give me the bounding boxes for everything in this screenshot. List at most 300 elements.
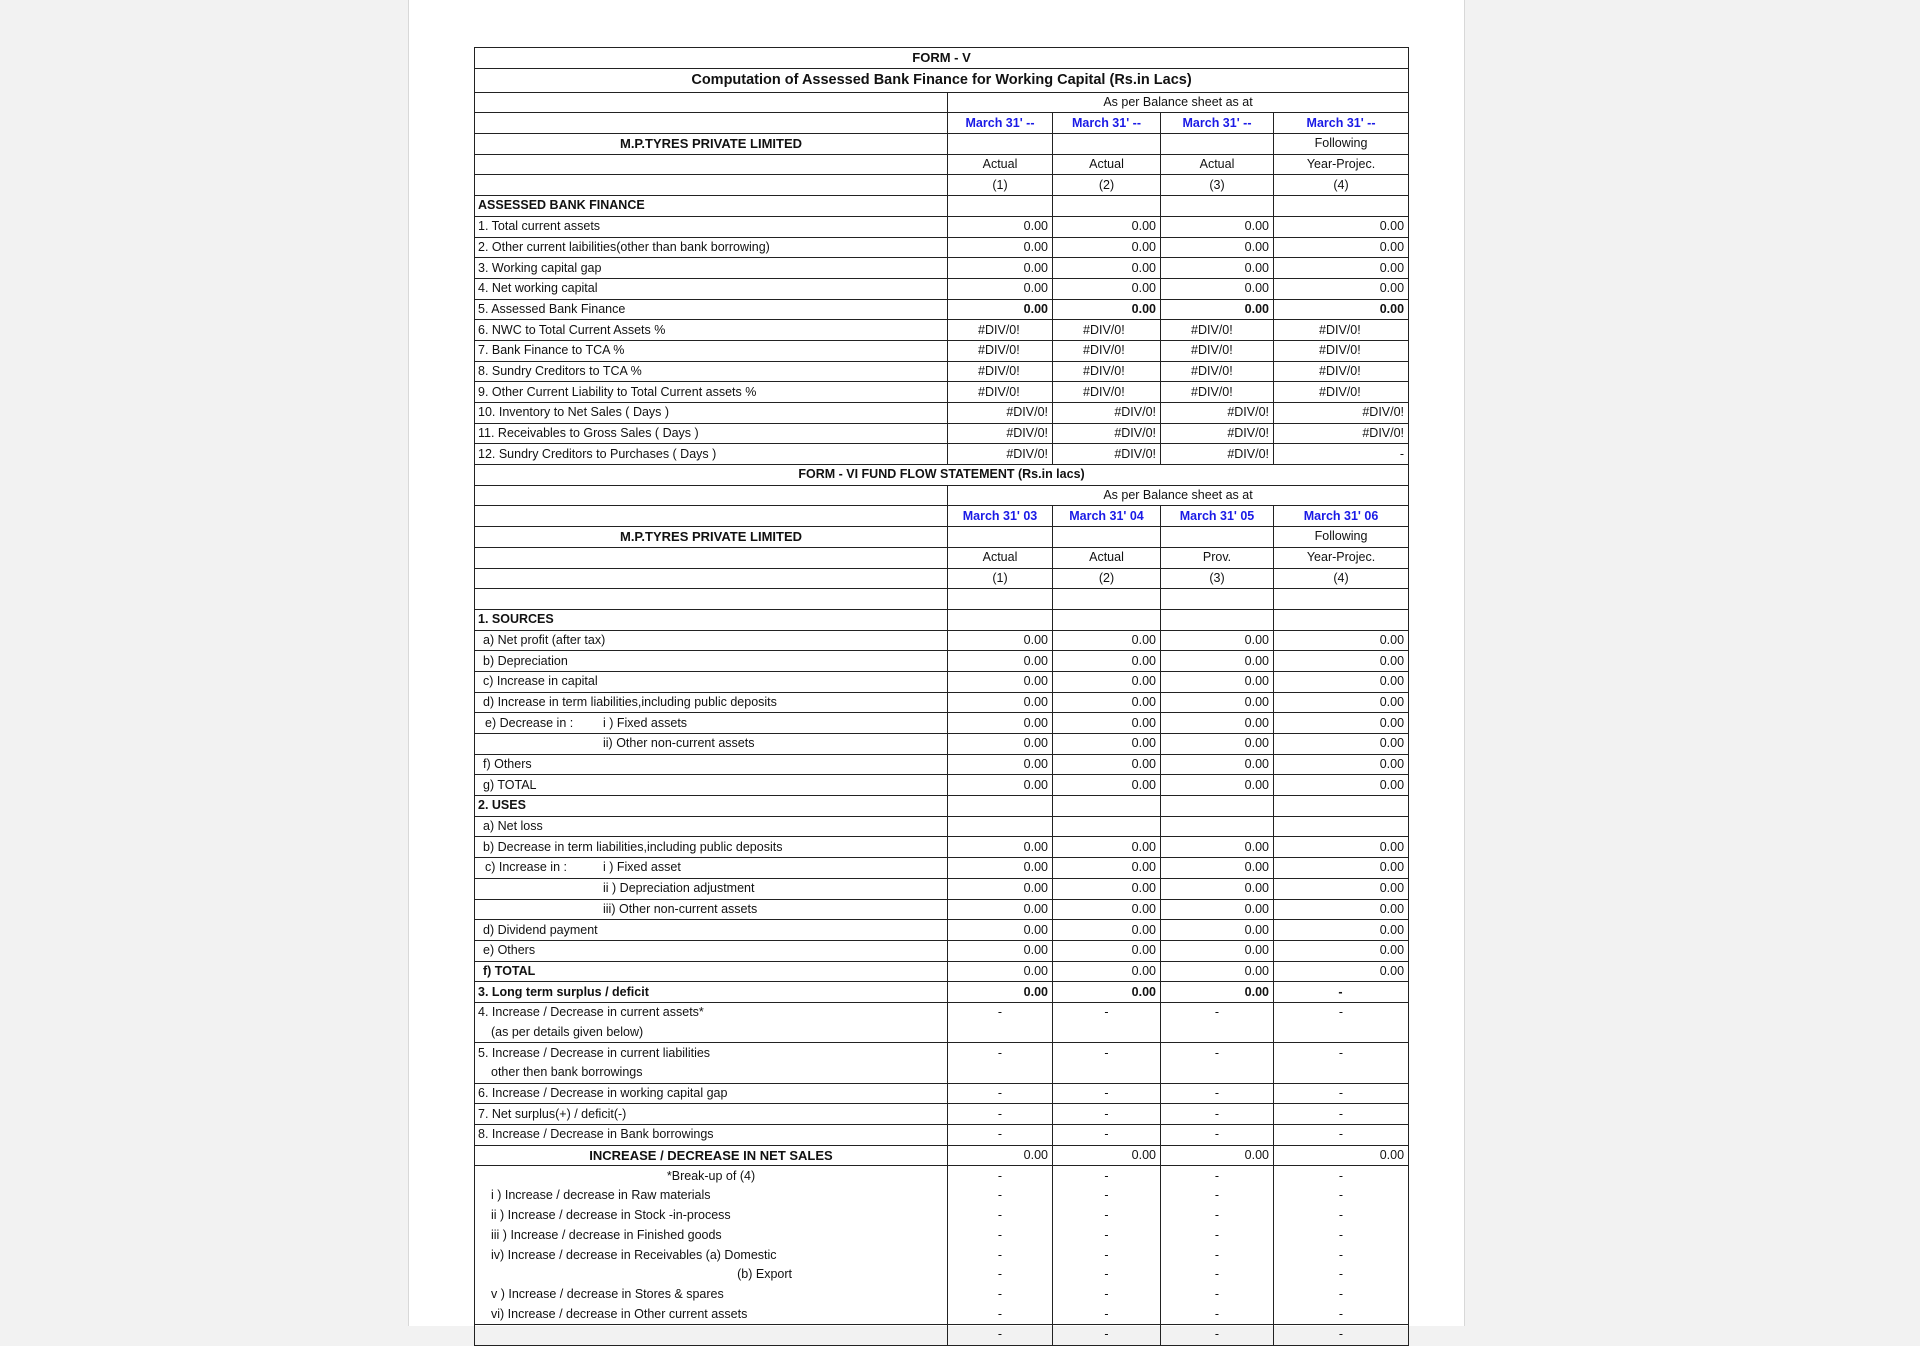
empty-cell <box>1161 609 1274 630</box>
empty-cell <box>475 154 948 175</box>
value-cell: #DIV/0! <box>1274 320 1409 341</box>
value-cell: - <box>1274 1324 1409 1345</box>
value-cell: - <box>1161 1304 1274 1324</box>
row-label-sub: i ) Fixed assets <box>603 715 688 730</box>
table-row <box>475 1206 1409 1226</box>
value-cell: 0.00 <box>1274 216 1409 237</box>
value-cell: - <box>1274 1285 1409 1305</box>
value-cell: 0.00 <box>1161 940 1274 961</box>
value-cell: #DIV/0! <box>948 423 1053 444</box>
table-row <box>475 92 1409 113</box>
row-label: 5. Assessed Bank Finance <box>475 299 948 320</box>
empty-cell <box>1053 589 1161 610</box>
value-cell: - <box>1161 1245 1274 1265</box>
empty-cell <box>948 196 1053 217</box>
row-label: 6. Increase / Decrease in working capital gap <box>475 1083 948 1104</box>
empty-cell <box>1274 796 1409 817</box>
row-label: 1. Total current assets <box>475 216 948 237</box>
value-cell: - <box>1161 1166 1274 1186</box>
value-cell <box>1053 816 1161 837</box>
value-cell: 0.00 <box>1274 920 1409 941</box>
value-cell <box>948 1023 1053 1043</box>
value-cell: 0.00 <box>1274 237 1409 258</box>
empty-cell <box>475 506 948 527</box>
value-cell: 0.00 <box>1274 278 1409 299</box>
table-row <box>475 734 1409 755</box>
column-number: (2) <box>1053 175 1161 196</box>
value-cell: 0.00 <box>1161 237 1274 258</box>
value-cell: - <box>1053 1245 1161 1265</box>
table-row <box>475 299 1409 320</box>
value-cell: - <box>1161 1083 1274 1104</box>
as-per-balance-sheet: As per Balance sheet as at <box>948 485 1409 506</box>
row-label: a) Net profit (after tax) <box>475 630 948 651</box>
row-label: vi) Increase / decrease in Other current assets <box>475 1304 948 1324</box>
value-cell: - <box>948 1324 1053 1345</box>
value-cell: 0.00 <box>1161 299 1274 320</box>
table-row <box>475 196 1409 217</box>
value-cell <box>1053 1063 1161 1083</box>
value-cell: 0.00 <box>1053 982 1161 1003</box>
value-cell: 0.00 <box>1161 692 1274 713</box>
value-cell: #DIV/0! <box>948 382 1053 403</box>
value-cell: #DIV/0! <box>1161 403 1274 424</box>
value-cell: - <box>1053 1226 1161 1246</box>
value-cell: 0.00 <box>1274 299 1409 320</box>
row-label: 8. Increase / Decrease in Bank borrowings <box>475 1125 948 1146</box>
value-cell: 0.00 <box>1161 630 1274 651</box>
value-cell: 0.00 <box>1161 982 1274 1003</box>
row-label: ii ) Increase / decrease in Stock -in-process <box>475 1206 948 1226</box>
row-label: (b) Export <box>475 1265 948 1285</box>
value-cell: - <box>948 1166 1053 1186</box>
value-cell: 0.00 <box>948 237 1053 258</box>
value-cell: 0.00 <box>1053 671 1161 692</box>
column-number: (1) <box>948 175 1053 196</box>
table-row <box>475 1125 1409 1146</box>
value-cell: 0.00 <box>1053 278 1161 299</box>
value-cell: - <box>1053 1186 1161 1206</box>
value-cell <box>1161 1063 1274 1083</box>
value-cell: - <box>948 1245 1053 1265</box>
row-label: 9. Other Current Liability to Total Current assets % <box>475 382 948 403</box>
column-number: (4) <box>1274 175 1409 196</box>
value-cell: - <box>1161 1226 1274 1246</box>
value-cell: - <box>1161 1285 1274 1305</box>
value-cell: 0.00 <box>1053 1145 1161 1166</box>
table-row <box>475 940 1409 961</box>
table-row <box>475 154 1409 175</box>
row-label: 4. Net working capital <box>475 278 948 299</box>
row-label: g) TOTAL <box>475 775 948 796</box>
table-row <box>475 1304 1409 1324</box>
value-cell: #DIV/0! <box>1274 403 1409 424</box>
value-cell: 0.00 <box>1053 754 1161 775</box>
value-cell: 0.00 <box>1161 837 1274 858</box>
value-cell: 0.00 <box>948 961 1053 982</box>
table-row <box>475 444 1409 465</box>
row-label: 10. Inventory to Net Sales ( Days ) <box>475 403 948 424</box>
period-header: March 31' 03 <box>948 506 1053 527</box>
value-cell: 0.00 <box>1161 258 1274 279</box>
row-label: iii ) Increase / decrease in Finished goods <box>475 1226 948 1246</box>
table-row <box>475 609 1409 630</box>
table-row <box>475 1285 1409 1305</box>
table-row <box>475 1145 1409 1166</box>
value-cell <box>1161 816 1274 837</box>
company-name: M.P.TYRES PRIVATE LIMITED <box>475 134 948 155</box>
value-cell: 0.00 <box>948 1145 1053 1166</box>
value-cell: 0.00 <box>1161 216 1274 237</box>
row-label <box>475 713 948 734</box>
value-cell <box>1274 816 1409 837</box>
value-cell: #DIV/0! <box>948 340 1053 361</box>
row-label: other then bank borrowings <box>475 1063 948 1083</box>
table-row <box>475 858 1409 879</box>
table-row <box>475 651 1409 672</box>
value-cell: 0.00 <box>1053 237 1161 258</box>
row-label: 7. Bank Finance to TCA % <box>475 340 948 361</box>
value-cell: - <box>1274 444 1409 465</box>
company-name: M.P.TYRES PRIVATE LIMITED <box>475 527 948 548</box>
period-header: March 31' 06 <box>1274 506 1409 527</box>
value-cell: #DIV/0! <box>948 361 1053 382</box>
value-cell: - <box>948 1206 1053 1226</box>
value-cell: - <box>948 1125 1053 1146</box>
value-cell: - <box>1161 1043 1274 1063</box>
value-cell: 0.00 <box>1161 1145 1274 1166</box>
row-label <box>475 899 948 920</box>
empty-cell <box>1161 796 1274 817</box>
value-cell: #DIV/0! <box>1274 340 1409 361</box>
value-cell: 0.00 <box>1053 961 1161 982</box>
value-cell: - <box>1053 1304 1161 1324</box>
row-label: 3. Working capital gap <box>475 258 948 279</box>
row-label: 4. Increase / Decrease in current assets* <box>475 1002 948 1022</box>
value-cell: 0.00 <box>1161 671 1274 692</box>
document-page <box>408 0 1465 1342</box>
value-cell: 0.00 <box>948 940 1053 961</box>
value-cell: 0.00 <box>1053 216 1161 237</box>
row-label: 8. Sundry Creditors to TCA % <box>475 361 948 382</box>
form-v-title: FORM - V <box>475 48 1409 69</box>
table-row <box>475 1023 1409 1043</box>
value-cell: 0.00 <box>1053 899 1161 920</box>
value-cell: - <box>1274 1304 1409 1324</box>
value-cell: 0.00 <box>948 692 1053 713</box>
empty-cell <box>475 485 948 506</box>
value-cell: 0.00 <box>1274 258 1409 279</box>
value-cell: - <box>1274 1125 1409 1146</box>
row-label <box>475 878 948 899</box>
value-cell: - <box>1274 1186 1409 1206</box>
value-cell: - <box>1053 1324 1161 1345</box>
row-label: 12. Sundry Creditors to Purchases ( Days ) <box>475 444 948 465</box>
value-cell: 0.00 <box>1161 858 1274 879</box>
sources-title: 1. SOURCES <box>475 609 948 630</box>
table-row <box>475 589 1409 610</box>
value-cell: 0.00 <box>948 651 1053 672</box>
table-row <box>475 754 1409 775</box>
value-cell: - <box>1161 1002 1274 1022</box>
value-cell: - <box>948 1186 1053 1206</box>
column-type: Year-Projec. <box>1274 154 1409 175</box>
value-cell: 0.00 <box>948 920 1053 941</box>
value-cell: 0.00 <box>1053 651 1161 672</box>
value-cell: 0.00 <box>1274 651 1409 672</box>
value-cell: 0.00 <box>1161 899 1274 920</box>
value-cell: - <box>1161 1206 1274 1226</box>
net-sales-label: INCREASE / DECREASE IN NET SALES <box>475 1145 948 1166</box>
empty-cell <box>475 92 948 113</box>
value-cell: #DIV/0! <box>1274 382 1409 403</box>
empty-cell <box>1274 196 1409 217</box>
table-row <box>475 340 1409 361</box>
row-label: 6. NWC to Total Current Assets % <box>475 320 948 341</box>
value-cell: #DIV/0! <box>1053 403 1161 424</box>
value-cell: #DIV/0! <box>1053 444 1161 465</box>
row-label <box>475 734 948 755</box>
value-cell: 0.00 <box>1161 754 1274 775</box>
row-label: f) Others <box>475 754 948 775</box>
table-row <box>475 1186 1409 1206</box>
table-row <box>475 68 1409 92</box>
value-cell: 0.00 <box>1274 837 1409 858</box>
value-cell: #DIV/0! <box>1161 340 1274 361</box>
value-cell: - <box>1161 1104 1274 1125</box>
value-cell: - <box>1274 1245 1409 1265</box>
value-cell: #DIV/0! <box>1053 361 1161 382</box>
empty-cell <box>475 547 948 568</box>
period-header: March 31' -- <box>1053 113 1161 134</box>
table-row <box>475 1265 1409 1285</box>
value-cell: #DIV/0! <box>1274 423 1409 444</box>
value-cell: 0.00 <box>1274 899 1409 920</box>
value-cell: 0.00 <box>1274 858 1409 879</box>
value-cell: 0.00 <box>948 899 1053 920</box>
value-cell: 0.00 <box>1274 734 1409 755</box>
as-per-balance-sheet: As per Balance sheet as at <box>948 92 1409 113</box>
column-number: (1) <box>948 568 1053 589</box>
value-cell: - <box>1161 1324 1274 1345</box>
value-cell: #DIV/0! <box>1161 423 1274 444</box>
value-cell: 0.00 <box>948 258 1053 279</box>
row-label-main: c) Increase in : <box>485 860 567 875</box>
value-cell: 0.00 <box>948 713 1053 734</box>
value-cell <box>1161 1023 1274 1043</box>
row-label-sub: ii) Other non-current assets <box>603 736 755 751</box>
value-cell: #DIV/0! <box>1274 361 1409 382</box>
value-cell: - <box>1053 1285 1161 1305</box>
table-row <box>475 1083 1409 1104</box>
table-row <box>475 1226 1409 1246</box>
table-row <box>475 485 1409 506</box>
value-cell: - <box>1053 1083 1161 1104</box>
table-row <box>475 878 1409 899</box>
empty-cell <box>1053 134 1161 155</box>
value-cell: - <box>1274 1206 1409 1226</box>
value-cell: 0.00 <box>948 837 1053 858</box>
value-cell: 0.00 <box>1161 651 1274 672</box>
period-header: March 31' 05 <box>1161 506 1274 527</box>
column-number: (4) <box>1274 568 1409 589</box>
value-cell: - <box>1053 1265 1161 1285</box>
value-cell: #DIV/0! <box>948 444 1053 465</box>
empty-cell <box>475 589 948 610</box>
table-row <box>475 1002 1409 1022</box>
row-label-sub: iii) Other non-current assets <box>603 901 758 916</box>
value-cell: 0.00 <box>1053 630 1161 651</box>
value-cell: - <box>1053 1002 1161 1022</box>
value-cell: 0.00 <box>948 878 1053 899</box>
row-label: (as per details given below) <box>475 1023 948 1043</box>
value-cell: 0.00 <box>1161 878 1274 899</box>
value-cell: 0.00 <box>1053 713 1161 734</box>
row-label-main: e) Decrease in : <box>485 715 574 730</box>
column-type: Actual <box>948 547 1053 568</box>
table-row <box>475 837 1409 858</box>
empty-cell <box>475 568 948 589</box>
value-cell: - <box>948 1265 1053 1285</box>
table-row <box>475 713 1409 734</box>
table-row <box>475 506 1409 527</box>
row-label: a) Net loss <box>475 816 948 837</box>
row-label: c) Increase in capital <box>475 671 948 692</box>
table-row <box>475 382 1409 403</box>
value-cell: - <box>1274 1166 1409 1186</box>
long-term-label: 3. Long term surplus / deficit <box>475 982 948 1003</box>
spreadsheet <box>474 47 1408 1346</box>
form-vi-title: FORM - VI FUND FLOW STATEMENT (Rs.in lacs) <box>475 465 1409 486</box>
value-cell: 0.00 <box>948 299 1053 320</box>
value-cell: 0.00 <box>1053 692 1161 713</box>
value-cell <box>1274 1023 1409 1043</box>
row-label: e) Others <box>475 940 948 961</box>
column-type: Actual <box>948 154 1053 175</box>
column-type: Prov. <box>1161 547 1274 568</box>
value-cell: - <box>1161 1186 1274 1206</box>
row-label: d) Dividend payment <box>475 920 948 941</box>
table-row <box>475 1063 1409 1083</box>
column-type: Actual <box>1053 154 1161 175</box>
table-row <box>475 258 1409 279</box>
period-header: March 31' -- <box>1161 113 1274 134</box>
value-cell: 0.00 <box>1274 692 1409 713</box>
row-label: 7. Net surplus(+) / deficit(-) <box>475 1104 948 1125</box>
table-row <box>475 1043 1409 1063</box>
value-cell: 0.00 <box>1053 920 1161 941</box>
row-label-sub: i ) Fixed asset <box>603 860 681 875</box>
table-row <box>475 568 1409 589</box>
value-cell: #DIV/0! <box>1053 423 1161 444</box>
value-cell: 0.00 <box>1053 775 1161 796</box>
value-cell: - <box>1274 1104 1409 1125</box>
row-label: iv) Increase / decrease in Receivables (a) Domestic <box>475 1245 948 1265</box>
row-label: b) Depreciation <box>475 651 948 672</box>
table-row <box>475 1104 1409 1125</box>
row-label: 2. Other current laibilities(other than bank borrowing) <box>475 237 948 258</box>
value-cell <box>948 1063 1053 1083</box>
table-row <box>475 982 1409 1003</box>
row-label: d) Increase in term liabilities,including public deposits <box>475 692 948 713</box>
table-row <box>475 692 1409 713</box>
table-row <box>475 320 1409 341</box>
value-cell: 0.00 <box>948 734 1053 755</box>
table-row <box>475 216 1409 237</box>
value-cell: 0.00 <box>1053 258 1161 279</box>
empty-cell <box>948 796 1053 817</box>
row-label: f) TOTAL <box>475 961 948 982</box>
value-cell: #DIV/0! <box>1161 320 1274 341</box>
value-cell: - <box>1161 1125 1274 1146</box>
empty-cell <box>1053 796 1161 817</box>
value-cell: 0.00 <box>948 775 1053 796</box>
value-cell: 0.00 <box>948 630 1053 651</box>
column-type: Year-Projec. <box>1274 547 1409 568</box>
period-header: March 31' -- <box>948 113 1053 134</box>
section-title: ASSESSED BANK FINANCE <box>475 196 948 217</box>
row-label: 11. Receivables to Gross Sales ( Days ) <box>475 423 948 444</box>
value-cell: - <box>948 1104 1053 1125</box>
value-cell: - <box>1053 1125 1161 1146</box>
value-cell <box>948 816 1053 837</box>
empty-cell <box>948 609 1053 630</box>
value-cell: 0.00 <box>1161 961 1274 982</box>
value-cell: 0.00 <box>1161 278 1274 299</box>
value-cell: 0.00 <box>1274 961 1409 982</box>
table-row <box>475 278 1409 299</box>
empty-cell <box>1161 196 1274 217</box>
empty-cell <box>1161 527 1274 548</box>
value-cell: - <box>1053 1104 1161 1125</box>
empty-cell <box>1161 589 1274 610</box>
table-row <box>475 48 1409 69</box>
following-label: Following <box>1274 527 1409 548</box>
table-row <box>475 175 1409 196</box>
value-cell: 0.00 <box>1161 920 1274 941</box>
value-cell: 0.00 <box>1274 713 1409 734</box>
table-row <box>475 899 1409 920</box>
value-cell: 0.00 <box>948 858 1053 879</box>
empty-cell <box>475 1324 948 1345</box>
value-cell: 0.00 <box>1161 734 1274 755</box>
table-row <box>475 920 1409 941</box>
table-row <box>475 630 1409 651</box>
row-label: i ) Increase / decrease in Raw materials <box>475 1186 948 1206</box>
value-cell: 0.00 <box>948 982 1053 1003</box>
column-number: (3) <box>1161 175 1274 196</box>
value-cell: #DIV/0! <box>1053 320 1161 341</box>
period-header: March 31' 04 <box>1053 506 1161 527</box>
empty-cell <box>948 527 1053 548</box>
value-cell: - <box>1053 1043 1161 1063</box>
value-cell: - <box>1161 1265 1274 1285</box>
table-row <box>475 816 1409 837</box>
empty-cell <box>1161 134 1274 155</box>
value-cell: 0.00 <box>1274 754 1409 775</box>
column-type: Actual <box>1053 547 1161 568</box>
value-cell: 0.00 <box>1053 734 1161 755</box>
empty-cell <box>1053 196 1161 217</box>
table-row <box>475 1324 1409 1345</box>
value-cell: - <box>948 1285 1053 1305</box>
value-cell: - <box>948 1304 1053 1324</box>
empty-cell <box>475 175 948 196</box>
empty-cell <box>948 589 1053 610</box>
form-v-subtitle: Computation of Assessed Bank Finance for Working Capital (Rs.in Lacs) <box>475 68 1409 92</box>
value-cell: #DIV/0! <box>1161 382 1274 403</box>
table-row <box>475 361 1409 382</box>
